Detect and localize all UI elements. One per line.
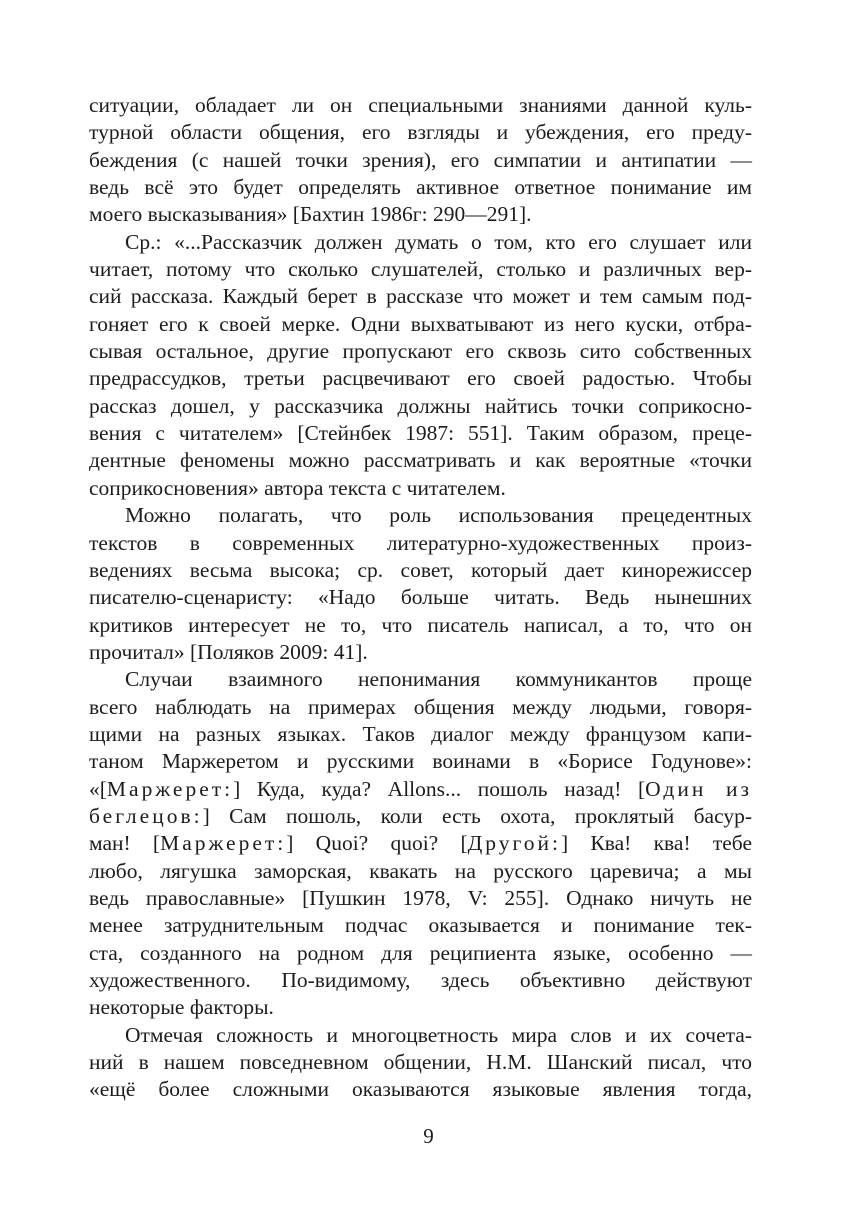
- text-run: «[: [89, 776, 107, 801]
- text-line: читает, потому что сколько слушателей, столько и различных вер-: [89, 257, 752, 282]
- body-text: [89, 92, 752, 1104]
- text-line: ситуации, обладает ли он специальными знаниями данной куль-: [89, 93, 752, 117]
- text-line: некоторые факторы.: [89, 995, 274, 1020]
- text-line: Ср.: «...Рассказчик должен думать о том, кто его слушает или: [125, 229, 752, 254]
- text-line: рассказ дошел, у рассказчика должны найтись точки соприкосно-: [89, 393, 752, 418]
- text-line: сий рассказа. Каждый берет в рассказе что может и тем самым под-: [89, 284, 752, 309]
- speaker-name: Маржерет:: [106, 776, 234, 801]
- text-line: моего высказывания» [Бахтин 1986г: 290—291].: [89, 202, 532, 227]
- text-line: беждения (с нашей точки зрения), его симпатии и антипатии —: [89, 147, 752, 172]
- page-number: 9: [423, 1124, 434, 1148]
- text-line: художественного. По-видимому, здесь объективно действуют: [89, 968, 752, 992]
- text-run: ] Quoi? quoi? [: [286, 831, 468, 856]
- text-line: текстов в современных литературно-художественных произ-: [89, 530, 752, 555]
- text-line: таном Маржеретом и русскими воинами в «Борисе Годунове»:: [89, 749, 752, 774]
- text-line: ведь православные» [Пушкин 1978, V: 255]. Однако ничуть не: [89, 885, 752, 910]
- text-line: ведь всё это будет определять активное ответное понимание им: [89, 175, 752, 200]
- speaker-name: Маржерет:: [160, 831, 287, 856]
- text-line: гоняет его к своей мерке. Одни выхватывают из него куски, отбра-: [89, 311, 752, 336]
- text-line: всего наблюдать на примерах общения между людьми, говоря-: [89, 694, 752, 719]
- speaker-name: Один из: [645, 776, 752, 801]
- text-line: критиков интересует не то, что писатель написал, а то, что он: [89, 612, 752, 637]
- text-run: ] Сам пошоль, коли есть охота, проклятый басур-: [202, 803, 752, 828]
- text-line: вения с читателем» [Стейнбек 1987: 551]. Таким образом, преце-: [89, 421, 752, 446]
- text-line: ведениях весьма высока; ср. совет, который дает кинорежиссер: [89, 557, 752, 582]
- text-line: щими на разных языках. Таков диалог между французом капи-: [89, 721, 752, 746]
- text-line: писателю-сценаристу: «Надо больше читать. Ведь нынешних: [89, 585, 752, 610]
- text-run: ] Куда, куда? Allons... пошоль назад! [: [233, 776, 646, 801]
- text-line: Случаи взаимного непонимания коммуникантов проще: [125, 667, 752, 692]
- text-line: Можно полагать, что роль использования прецедентных: [125, 503, 752, 528]
- text-line: [89, 830, 752, 857]
- text-run: ] Ква! ква! тебе: [561, 831, 752, 856]
- text-line: предрассудков, третьи расцвечивают его своей радостью. Чтобы: [89, 366, 752, 391]
- text-line: [89, 803, 752, 830]
- text-line: ста, созданного на родном для реципиента языке, особенно —: [89, 940, 752, 965]
- text-line: [89, 776, 752, 803]
- speaker-name: Другой:: [467, 831, 562, 856]
- text-line: ний в нашем повседневном общении, Н.М. Шанский писал, что: [89, 1050, 752, 1075]
- text-line: турной области общения, его взгляды и убеждения, его преду-: [89, 120, 752, 145]
- speaker-name: беглецов:: [89, 803, 203, 828]
- text-line: Отмечая сложность и многоцветность мира слов и их сочета-: [125, 1022, 752, 1047]
- text-line: любо, лягушка заморская, квакать на русского царевича; а мы: [89, 858, 752, 883]
- text-line: сывая остальное, другие пропускают его сквозь сито собственных: [89, 339, 752, 364]
- text-run: ман! [: [89, 831, 161, 856]
- text-line: соприкосновения» автора текста с читателем.: [89, 475, 506, 500]
- text-line: дентные феномены можно рассматривать и как вероятные «точки: [89, 448, 752, 473]
- text-line: прочитал» [Поляков 2009: 41].: [89, 639, 368, 664]
- text-line: «ещё более сложными оказываются языковые явления тогда,: [89, 1077, 752, 1102]
- text-line: менее затруднительным подчас оказывается и понимание тек-: [89, 913, 752, 938]
